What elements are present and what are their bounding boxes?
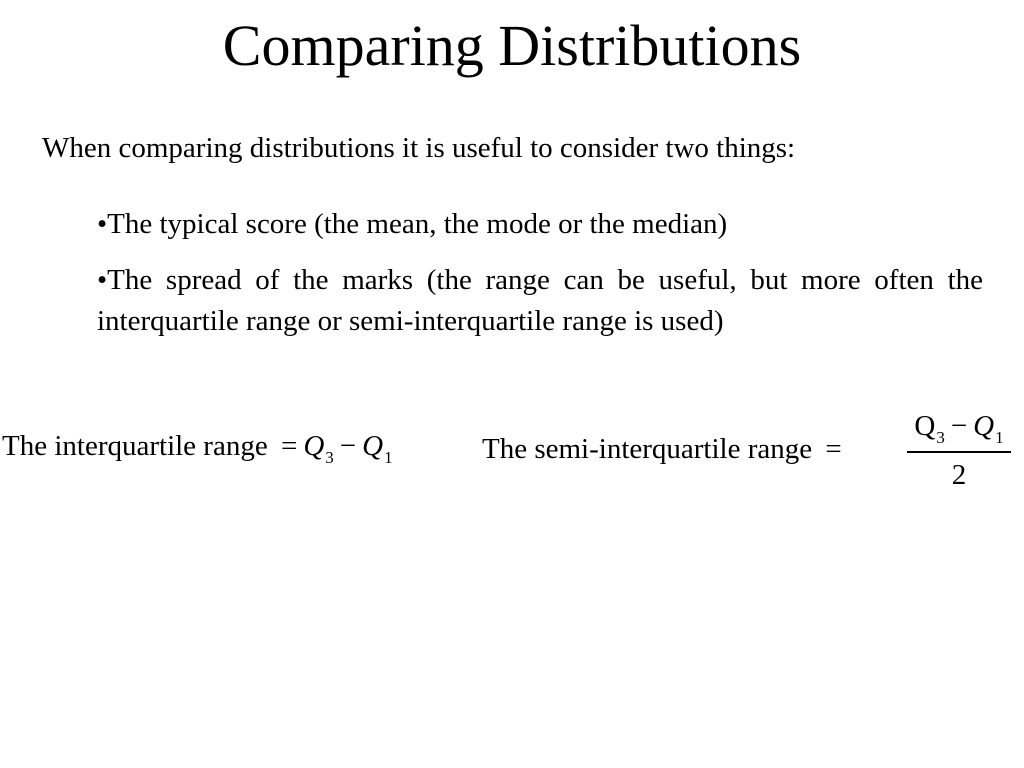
iqr-q3-subscript: 3 [325,448,334,467]
intro-text: When comparing distributions it is useful to consider two things: [42,132,796,164]
slide-title: Comparing Distributions [222,13,802,78]
siqr-num-q1-subscript: 1 [995,428,1004,447]
iqr-q1-subscript: 1 [384,448,393,467]
siqr-label: The semi-interquartile range [482,433,813,465]
interquartile-range-formula [2,428,393,468]
iqr-q3: Q [303,430,325,462]
fraction-bar [907,451,1011,453]
siqr-num-q3: Q [914,410,936,442]
siqr-numerator [907,407,1011,449]
siqr-num-q1: Q [973,410,995,442]
siqr-equals: = [825,433,842,465]
siqr-denominator: 2 [951,459,967,491]
bullet-spread: •The spread of the marks (the range can be useful, but more often the interquartile range or semi-interquartile range is used) [97,264,983,337]
siqr-num-minus: − [950,410,968,442]
siqr-fraction [907,407,1011,493]
siqr-num-q3-subscript: 3 [936,428,945,447]
iqr-minus: − [339,430,357,462]
bullet-list [97,204,983,357]
iqr-q1: Q [362,430,384,462]
iqr-equals: = [280,430,298,462]
semi-interquartile-range-formula [482,431,848,467]
bullet-typical-score: •The typical score (the mean, the mode or the median) [97,208,728,240]
iqr-label: The interquartile range [2,430,268,462]
